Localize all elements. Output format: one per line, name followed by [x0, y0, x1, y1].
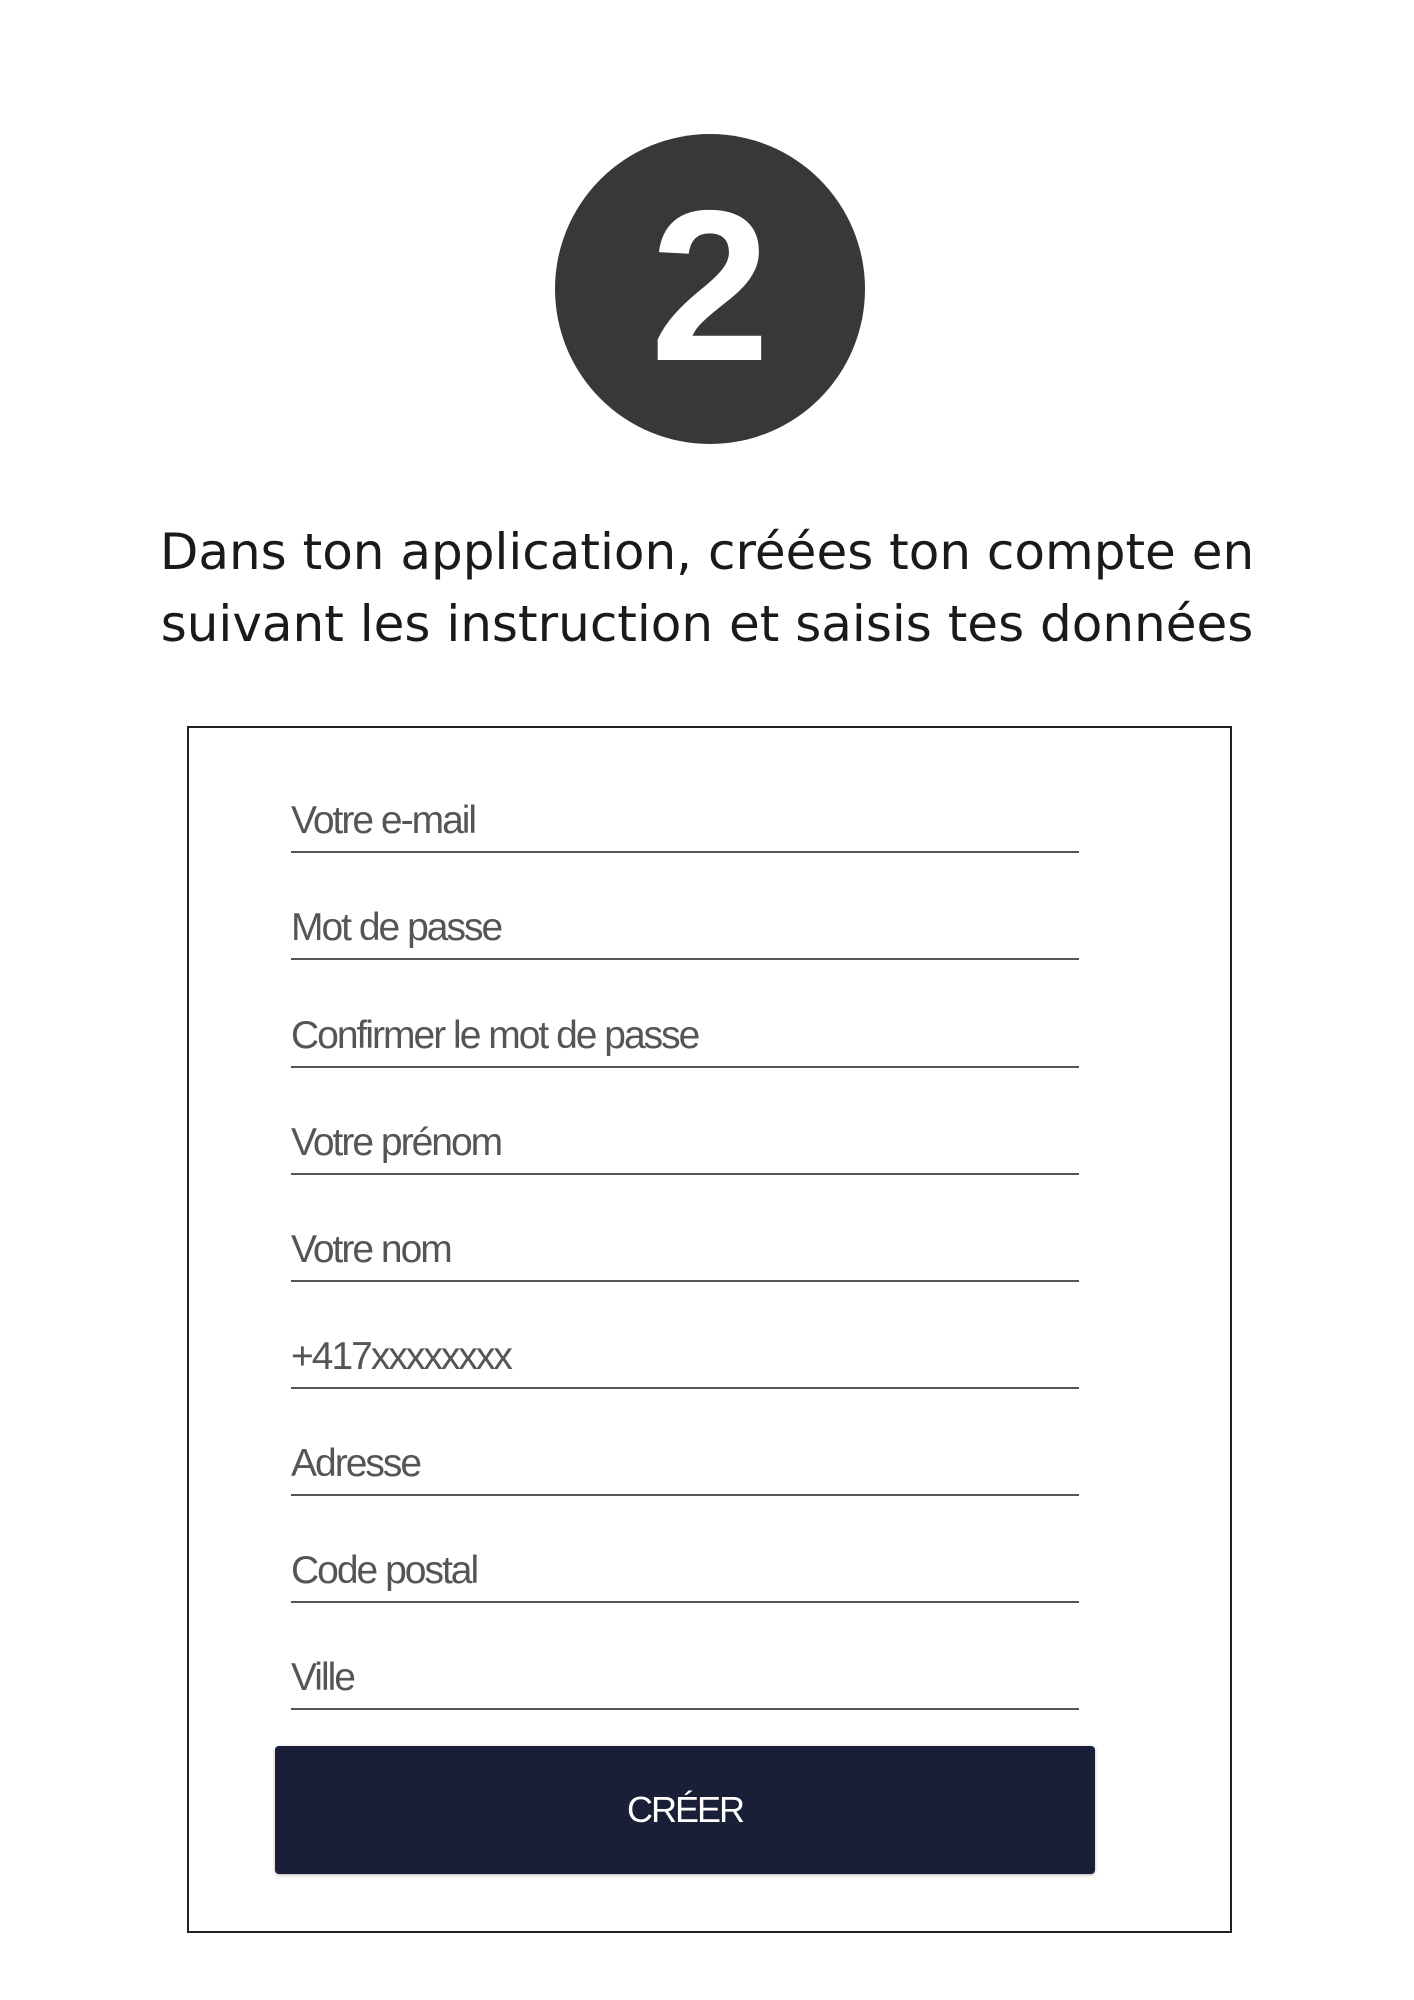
create-account-button[interactable]: CRÉER [275, 1746, 1095, 1874]
first-name-field[interactable] [291, 1113, 1079, 1173]
password-field-wrapper [291, 898, 1079, 960]
instructions-line-1: Dans ton application, créées ton compte en [159, 523, 1255, 581]
postal-code-field-wrapper [291, 1541, 1079, 1603]
last-name-field-wrapper [291, 1220, 1079, 1282]
address-field-wrapper [291, 1434, 1079, 1496]
last-name-field[interactable] [291, 1220, 1079, 1280]
city-field-wrapper [291, 1648, 1079, 1710]
first-name-field-wrapper [291, 1113, 1079, 1175]
instructions-line-2: suivant les instruction et saisis tes données [160, 595, 1254, 653]
step-number: 2 [650, 164, 770, 406]
step-badge [555, 134, 865, 444]
confirm-password-field-wrapper [291, 1006, 1079, 1068]
password-field[interactable] [291, 898, 1079, 958]
confirm-password-field[interactable] [291, 1006, 1079, 1066]
address-field[interactable] [291, 1434, 1079, 1494]
phone-field[interactable] [291, 1327, 1079, 1387]
email-field-wrapper [291, 791, 1079, 853]
instructions-text [100, 516, 1314, 660]
email-field[interactable] [291, 791, 1079, 851]
city-field[interactable] [291, 1648, 1079, 1708]
signup-form [187, 726, 1232, 1933]
postal-code-field[interactable] [291, 1541, 1079, 1601]
phone-field-wrapper [291, 1327, 1079, 1389]
